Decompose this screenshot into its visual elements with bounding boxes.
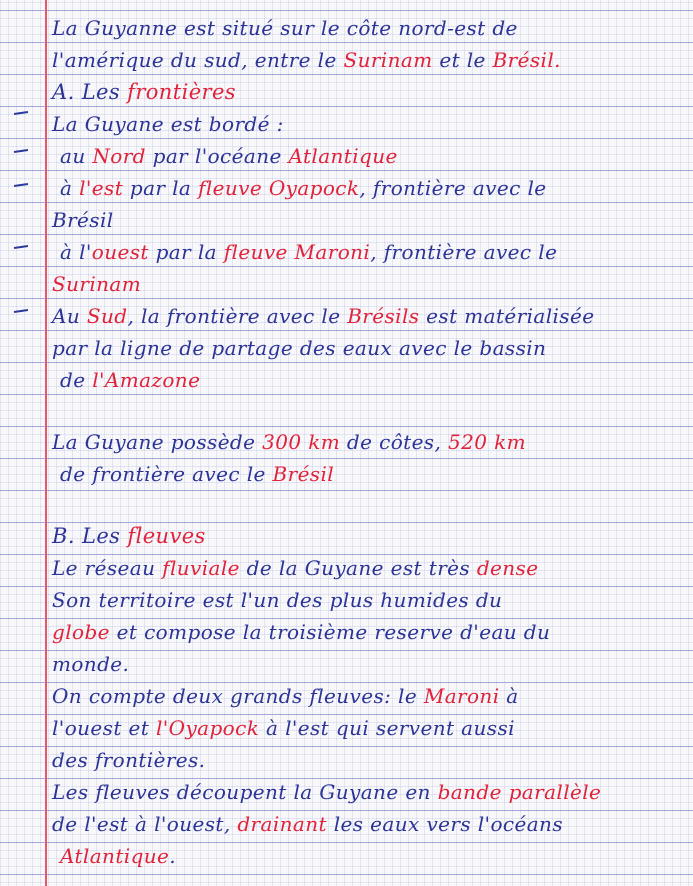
text-segment: des frontières.: [52, 748, 206, 772]
text-line: [52, 648, 685, 680]
text-line: [60, 140, 685, 172]
text-segment: l'amérique du sud, entre le: [52, 48, 344, 72]
text-segment: , frontière avec le: [370, 240, 558, 264]
text-segment: l'ouest et: [52, 716, 156, 740]
text-line: [52, 808, 685, 840]
text-line: [60, 840, 685, 872]
text-segment-highlighted: Nord: [92, 144, 146, 168]
text-segment: Au: [52, 304, 87, 328]
margin-line: [45, 0, 47, 886]
text-line: [52, 44, 685, 76]
text-segment-highlighted: Surinam: [343, 48, 433, 72]
text-segment-highlighted: Brésil.: [492, 48, 561, 72]
text-segment: Le réseau: [52, 556, 163, 580]
text-segment-highlighted: Brésil: [272, 462, 335, 486]
text-segment-highlighted: ouest: [91, 240, 149, 264]
text-segment: de: [60, 368, 93, 392]
text-segment: La Guyane est bordé :: [52, 112, 284, 136]
text-line: [60, 364, 685, 396]
text-segment: à l': [60, 240, 92, 264]
text-segment-highlighted: dense: [476, 556, 539, 580]
text-segment-highlighted: Sud: [86, 304, 128, 328]
text-segment: par la ligne de partage des eaux avec le bassin: [52, 336, 547, 360]
text-segment: par la: [123, 176, 199, 200]
text-segment: B. Les: [52, 524, 128, 548]
text-segment: La Guyane possède: [52, 430, 263, 454]
text-segment-highlighted: drainant: [237, 812, 327, 836]
text-line: [52, 426, 685, 458]
text-segment: monde.: [52, 652, 130, 676]
text-segment-highlighted: l'Oyapock: [155, 716, 260, 740]
text-segment-highlighted: 300 km: [262, 430, 341, 454]
text-segment: Son territoire est l'un des plus humides du: [52, 588, 503, 612]
text-segment: On compte deux grands fleuves: le: [52, 684, 424, 708]
text-segment: au: [60, 144, 93, 168]
text-segment-highlighted: globe: [52, 620, 110, 644]
text-line: [52, 108, 685, 140]
text-line: [52, 12, 685, 44]
text-segment: et le: [432, 48, 493, 72]
bullet-dash: [14, 309, 28, 313]
text-segment: .: [169, 844, 177, 868]
text-line: [52, 300, 685, 332]
text-segment: par l'océane: [145, 144, 289, 168]
text-segment-highlighted: bande parallèle: [437, 780, 602, 804]
text-segment: par la: [148, 240, 224, 264]
text-segment-highlighted: fleuves: [127, 524, 206, 548]
text-line: [52, 776, 685, 808]
text-segment: de la Guyane est très: [239, 556, 477, 580]
text-segment-highlighted: fluviale: [162, 556, 240, 580]
text-segment-highlighted: Brésils: [347, 304, 420, 328]
text-line: [52, 712, 685, 744]
text-segment: de l'est à l'ouest,: [52, 812, 238, 836]
text-line: [52, 680, 685, 712]
text-segment: les eaux vers l'océans: [326, 812, 563, 836]
text-segment: et compose la troisième reserve d'eau du: [109, 620, 551, 644]
bullet-dash: [14, 149, 28, 153]
text-line: [60, 236, 685, 268]
text-segment-highlighted: Maroni: [423, 684, 500, 708]
text-segment: à l'est qui servent aussi: [259, 716, 515, 740]
text-segment: , frontière avec le: [359, 176, 547, 200]
text-line: [52, 332, 685, 364]
text-segment-highlighted: frontières: [127, 80, 236, 104]
section-heading-a: [52, 76, 685, 108]
text-line: [52, 268, 685, 300]
text-segment: est matérialisée: [419, 304, 595, 328]
text-segment: , la frontière avec le: [127, 304, 348, 328]
text-segment-highlighted: 520 km: [448, 430, 527, 454]
text-segment-highlighted: l'est: [79, 176, 124, 200]
text-segment-highlighted: fleuve Oyapock: [198, 176, 360, 200]
section-heading-b: [52, 520, 685, 552]
text-segment-highlighted: Atlantique: [60, 844, 170, 868]
bullet-dash: [14, 245, 28, 249]
text-segment-highlighted: Surinam: [52, 272, 142, 296]
bullet-dash: [14, 183, 28, 187]
text-line: [60, 458, 685, 490]
text-line: [52, 552, 685, 584]
text-segment-highlighted: Atlantique: [288, 144, 398, 168]
text-segment: de côtes,: [340, 430, 448, 454]
text-segment: Les fleuves découpent la Guyane en: [52, 780, 438, 804]
text-segment: à: [499, 684, 519, 708]
text-line: [52, 744, 685, 776]
text-line: [52, 616, 685, 648]
bullet-dash: [14, 111, 28, 115]
text-line: [52, 584, 685, 616]
text-segment-highlighted: l'Amazone: [92, 368, 201, 392]
text-segment: de frontière avec le: [60, 462, 273, 486]
text-line: [52, 204, 685, 236]
text-segment: A. Les: [52, 80, 128, 104]
text-segment: Brésil: [52, 208, 114, 232]
text-line: [60, 172, 685, 204]
text-segment-highlighted: fleuve Maroni: [223, 240, 371, 264]
text-segment: La Guyanne est situé sur le côte nord-est de: [52, 16, 518, 40]
text-segment: à: [60, 176, 80, 200]
